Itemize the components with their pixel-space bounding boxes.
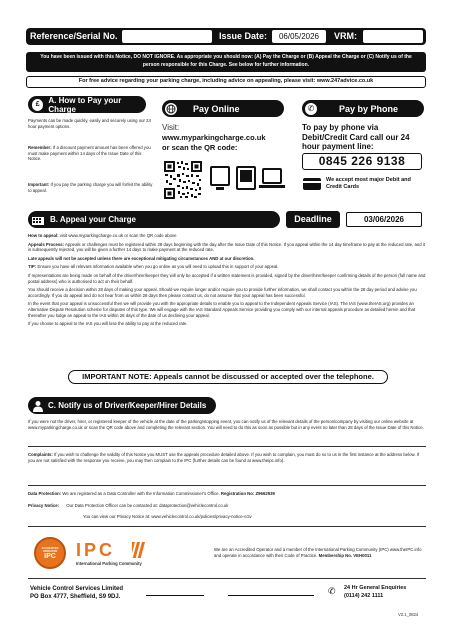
section-c-title: C. Notify us of Driver/Keeper/Hirer Details xyxy=(48,401,207,410)
qr-code-icon[interactable] xyxy=(163,160,203,200)
deadline-date: 03/06/2026 xyxy=(346,212,422,227)
choose-ias: If you choose to appeal to the IAS you will lose the ability to pay at the reduced rate. xyxy=(28,321,188,327)
desktop-icon xyxy=(210,166,230,186)
notice-banner: You have been issued with this Notice, DO NOT IGNORE. As appropriate you should now: (A) Pay the Charge or (B) Appeal the Charge or (C) Notify us of the person responsible for this Charge. See below for further information. xyxy=(26,52,426,72)
advice-banner: For free advice regarding your parking charge, including advice on appealing, please visit: www.247advice.co.uk xyxy=(26,76,426,88)
tablet-screen xyxy=(240,170,252,182)
divider-1 xyxy=(28,446,426,447)
enquiries-phone[interactable]: (0114) 242 1111 xyxy=(344,593,384,599)
privacy-label: Privacy Notice: xyxy=(28,503,60,508)
how-to-appeal: How to appeal: visit www.myparkingcharge.co.uk or scan the QR code above xyxy=(28,233,177,238)
privacy-url[interactable]: www.vehiclecontrol.co.uk/policies/privacy-notice-cctv xyxy=(151,514,252,519)
section-a-remember xyxy=(28,145,153,162)
complaints-text: If you wish to challenge the validity of this Notice you MUST use the appeals procedure detailed above. If you wish to complain, you must do so to us in the first instance at the address below. If you are not satisfied with the response you receive, you may then complain to the IPC (further details can be found at www.theipc.info). xyxy=(28,452,420,463)
dp-label: Data Protection: xyxy=(28,491,62,496)
section-a-para1: Payments can be made quickly, easily and securely using our 24 hour payment options. xyxy=(28,118,151,129)
ipc-badge-text: ACCREDITED OPERATOR xyxy=(41,546,59,553)
cards-text: We accept most major Debit and Credit Cards xyxy=(326,177,411,190)
footer-phone-icon: ✆ xyxy=(328,586,336,596)
calendar-icon xyxy=(32,214,44,225)
phone-number[interactable]: 0845 226 9138 xyxy=(302,153,422,170)
ipc-member-no: VEH0011 xyxy=(353,552,372,558)
remember-label: Remember: xyxy=(28,145,52,150)
reference-field xyxy=(122,30,212,43)
decision: You should receive a decision within 28 days of making your appeal. Should we require longer and/or require you to provide further information, we shall contact you within the 28 day period and advise you accordingly. If you do appeal and do not hear from us within 28 days then please contact us, do not assume that your appeal has been successful. xyxy=(28,287,417,298)
footer-line-1 xyxy=(146,595,204,596)
section-c-text: If you were not the driver, hirer, or registered keeper of the vehicle at the date of the parking/stopping event, you can notify us of the relevant details of the person/company by visiting our online website at www.myparkingcharge.co.uk or scan the QR code above and completing the relevant section. You will need to do this as soon as possible but in any event no later than 28 days of the Issue Date of this Notice. xyxy=(28,419,424,430)
late-appeals: Late appeals will not be accepted unless there are exceptional mitigating circumstances AND at our discretion. xyxy=(28,255,255,261)
laptop-base xyxy=(259,185,285,188)
letter-a-icon: £ xyxy=(32,99,43,111)
enquiries-label: 24 Hr General Enquiries xyxy=(344,585,407,591)
ipc-caption: International Parking Community xyxy=(76,561,142,566)
pay-online-header xyxy=(162,100,284,117)
issue-date-label: Issue Date: xyxy=(219,31,268,41)
credit-card-stripe xyxy=(303,181,321,183)
pay-online-title: Pay Online xyxy=(193,103,240,114)
section-b-body xyxy=(28,233,426,327)
important-text: If you pay the parking charge you will forfeit the ability to appeal. xyxy=(28,182,153,193)
section-c-header xyxy=(28,397,216,414)
privacy-email[interactable]: dataprotection@vehiclecontrol.co.uk xyxy=(159,503,229,508)
phone-icon: ✆ xyxy=(305,103,317,115)
important-note: IMPORTANT NOTE: Appeals cannot be discussed or accepted over the telephone. xyxy=(68,370,388,384)
divider-3 xyxy=(28,526,426,527)
desktop-stand xyxy=(216,187,224,190)
laptop-icon xyxy=(262,168,282,184)
ipc-logo-letters: IPC xyxy=(76,540,116,560)
vrm-label: VRM: xyxy=(334,31,357,41)
visit-url[interactable]: www.myparkingcharge.co.uk xyxy=(162,133,266,142)
company-name: Vehicle Control Services Limited xyxy=(30,586,124,592)
section-b-title: B. Appeal your Charge xyxy=(50,215,136,224)
representations: If representations are being made on behalf of the driver/hirer/keeper they will only be accepted if a written statement is provided, signed by the driver/hirer/keeper confirming details of the person (full name and postal address) who is authorised to act on their behalf. xyxy=(28,272,426,284)
footer-line-2 xyxy=(228,595,314,596)
vrm-field xyxy=(363,30,423,43)
ipc-body: We are an Accredited Operator and a member of the International Parking Community (IPC) www.theIPC.info and operate in accordance with their Code of Practice. xyxy=(214,547,422,558)
issue-date-value: 06/05/2026 xyxy=(272,30,326,43)
reference-label: Reference/Serial No. xyxy=(30,31,118,41)
ipc-badge-letters: IPC xyxy=(44,552,56,560)
credit-card-icon xyxy=(303,178,321,190)
dp-reg-label: Registration No: xyxy=(220,491,255,496)
version-code: V2.1_0824 xyxy=(398,612,419,617)
important-label: Important: xyxy=(28,182,50,187)
company-address: PO Box 4777, Sheffield, S9 9DJ. xyxy=(30,594,121,600)
pay-phone-title: Pay by Phone xyxy=(339,103,399,114)
ipc-badge-icon xyxy=(34,537,66,569)
ias: In the event that your appeal is unsuccessful then we will provide you with the appropriate details to enable you to appeal to the Independent Appeals Service (IAS). The IAS (www.theIAS.org) provides an Alternative Dispute Resolution scheme for disputes of this type. We will engage with the IAS Standard Appeals Service providing you comply with our internal appeals procedure as detailed herein and that thereafter you lodge an appeal to the IAS within 28 days of the date of us declining your appeal. xyxy=(28,301,416,318)
dp-reg-no: Z9662939 xyxy=(255,491,275,496)
ipc-text xyxy=(214,547,426,558)
appeals-process: Appeals Process: Appeals or challenges must be registered within 28 days beginning with the day after the Issue Date of this Notice. If you appeal within the 14 day timeframe to pay at the reduced rate, and it is subsequently rejected, you will be given a further 14 days to make payment at the reduced rate. xyxy=(28,241,425,253)
complaints-label: Complaints: xyxy=(28,452,53,457)
dp-text: We are registered as a Data Controller with the Information Commissioner's Office. xyxy=(62,491,220,496)
privacy-text: Our Data Protection Officer can be contacted at: xyxy=(66,503,158,508)
privacy-view-row xyxy=(83,514,423,520)
privacy-view: You can view our Privacy Notice at: xyxy=(83,514,151,519)
ipc-member-label: Membership No. xyxy=(318,552,353,558)
data-protection-row xyxy=(28,491,426,497)
ipc-logo xyxy=(76,540,115,561)
deadline-label: Deadline xyxy=(286,211,340,228)
ipc-stripes-icon xyxy=(132,542,148,558)
section-b-header xyxy=(28,211,280,228)
notify-person-icon xyxy=(32,400,44,412)
pay-phone-header xyxy=(302,100,424,117)
visit-label: Visit: xyxy=(162,123,180,132)
privacy-row xyxy=(28,503,426,509)
section-a-header xyxy=(28,96,146,113)
complaints xyxy=(28,452,426,463)
divider-4 xyxy=(28,578,426,579)
tip: TIP: Ensure you have all relevant information available when you go online as you will need to upload this in support of your appeal. xyxy=(28,264,279,270)
section-a-important xyxy=(28,182,153,193)
globe-icon xyxy=(165,103,177,115)
remember-text: If a discount payment amount has been offered you must make payment within 14 days of the Issue Date of this Notice. xyxy=(28,145,151,162)
phone-intro: To pay by phone via Debit/Credit Card call our 24 hour payment line: xyxy=(302,123,410,151)
section-a-title: A. How to Pay your Charge xyxy=(48,95,122,114)
qr-text: or scan the QR code: xyxy=(162,143,238,152)
divider-2 xyxy=(28,485,426,486)
